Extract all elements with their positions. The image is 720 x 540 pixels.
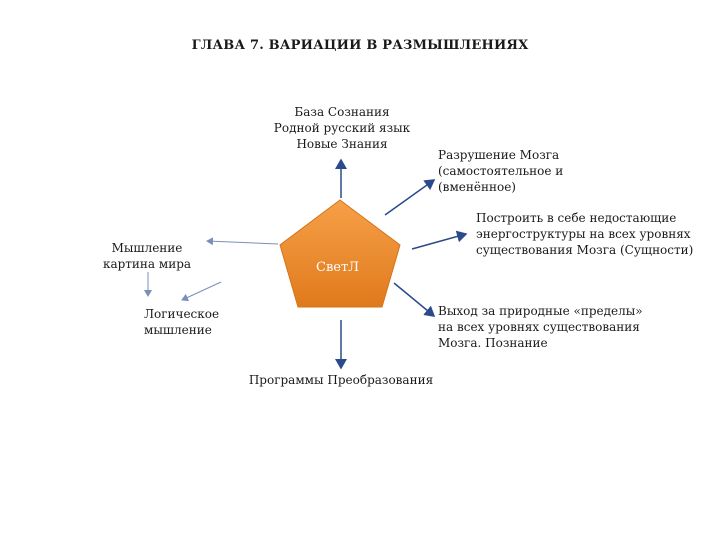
- arrow-to-lower-right: [394, 283, 434, 316]
- node-top: База Сознания Родной русский язык Новые Знания: [273, 105, 411, 151]
- hub-pentagon: [280, 200, 400, 307]
- hub-label: СветЛ: [316, 260, 359, 275]
- arrow-to-right: [412, 234, 466, 249]
- node-right: Построить в себе недостающие энергоструктуры на всех уровнях существования Мозга (Сущности): [476, 211, 694, 257]
- arrow-to-upper-right: [385, 180, 434, 215]
- arrow-left-to-lower-left: [182, 282, 221, 300]
- node-lower-right: Выход за природные «пределы» на всех уровнях существования Мозга. Познание: [438, 304, 643, 350]
- node-lower-left: Логическое мышление: [144, 307, 220, 337]
- node-bottom: Программы Преобразования: [248, 373, 434, 387]
- arrow-to-left: [207, 241, 278, 244]
- page-title: ГЛАВА 7. ВАРИАЦИИ В РАЗМЫШЛЕНИЯХ: [191, 38, 529, 53]
- node-upper-right: Разрушение Мозга (самостоятельное и (вменённое): [438, 148, 564, 194]
- node-left: Мышление картина мира: [102, 241, 192, 271]
